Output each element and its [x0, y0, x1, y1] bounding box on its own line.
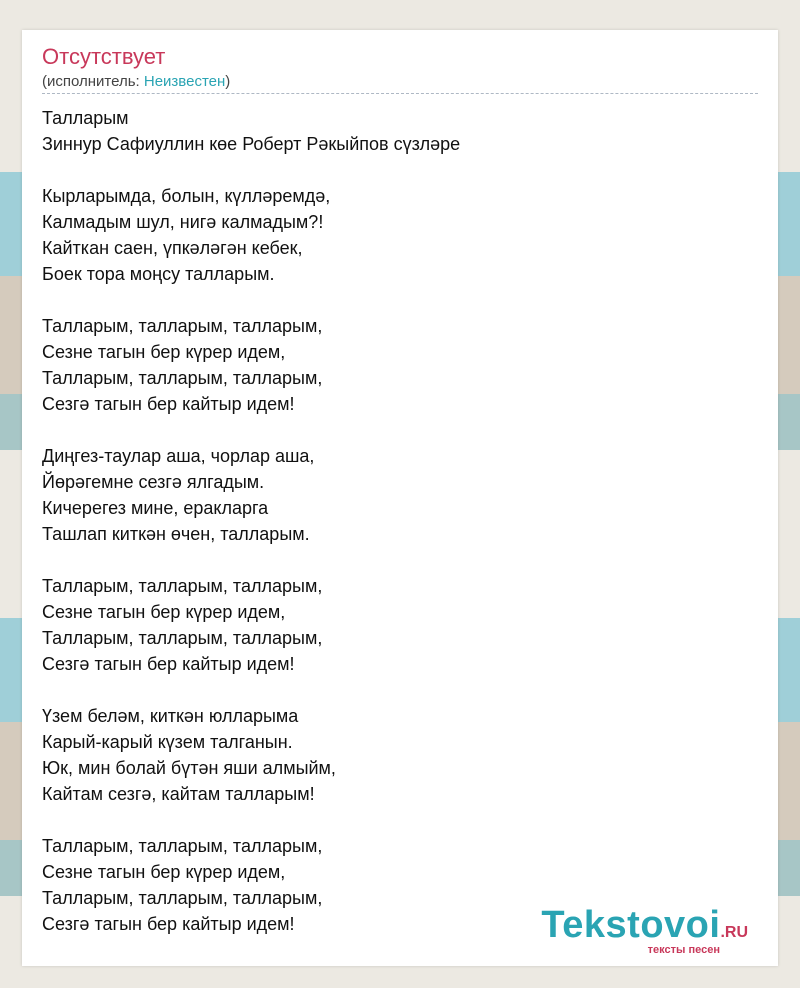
site-logo[interactable]: [541, 904, 748, 956]
artist-line: [42, 73, 230, 90]
song-title: Отсутствует: [42, 44, 166, 69]
artist-suffix: ): [225, 73, 231, 90]
logo-main-text: Tekstovoi: [541, 904, 721, 946]
lyrics-text: Талларым Зиннур Сафиуллин көе Роберт Рәкыйпов сүзләре Кырларымда, болын, күлләремдә, Калмадым шул, нигә калмадым?! Кайткан саен, үпкәләгән кебек, Боек тора моңсу талларым. Талларым, талларым, талларым, Сезне тагын бер күрер идем, Талларым, талларым, талларым, Сезгә тагын бер кайтыр идем! Диңгез-таулар аша, чорлар аша, Йөрәгемне сезгә ялгадым. Кичерегез мине, еракларга Ташлап киткән өчен, талларым. Талларым, талларым, талларым, Сезне тагын бер күрер идем, Талларым, талларым, талларым, Сезгә тагын бер кайтыр идем! Үзем беләм, киткән юлларыма Карый-карый күзем талганын. Юк, мин болай бүтән яши алмыйм, Кайтам сезгә, кайтам талларым! Талларым, талларым, талларым, Сезне тагын бер күрер идем, Талларым, талларым, талларым, Сезгә тагын бер кайтыр идем!: [42, 108, 461, 934]
artist-prefix: (исполнитель:: [42, 73, 144, 90]
logo-subtitle: тексты песен: [647, 944, 720, 956]
divider: [42, 93, 758, 94]
logo-tld: .RU: [720, 924, 748, 941]
lyrics-card: [22, 30, 778, 966]
artist-link[interactable]: Неизвестен: [143, 73, 226, 90]
